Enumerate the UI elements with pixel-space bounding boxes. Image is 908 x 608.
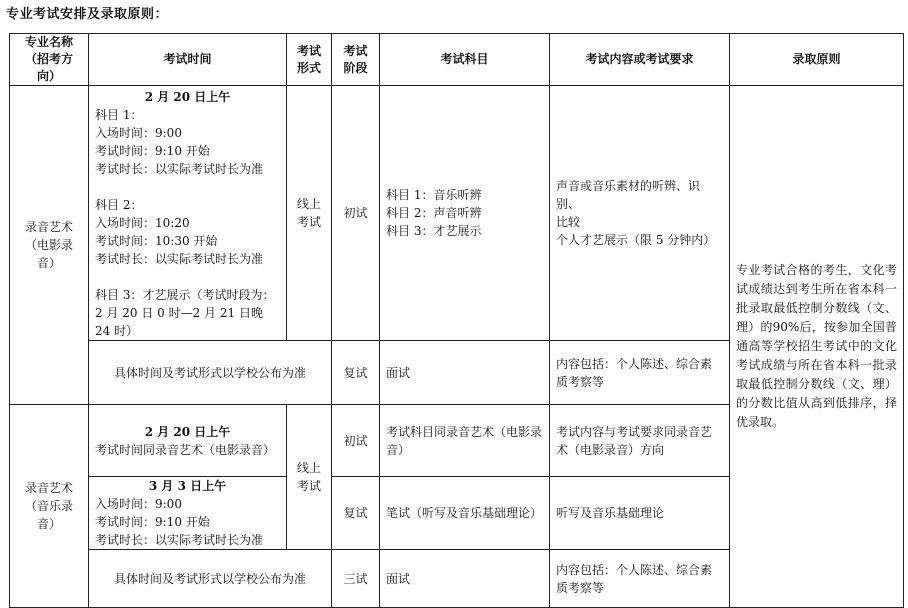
film-retest-time-cell: 具体时间及考试形式以学校公布为准 xyxy=(89,341,332,405)
music-initial-stage-cell: 初试 xyxy=(332,405,380,477)
header-row xyxy=(10,34,904,86)
header-major: 专业名称 （招考方向） xyxy=(10,34,89,86)
admission-principle-cell: 专业考试合格的考生，文化考试成绩达到考生所在省本科一批录取最低控制分数线（文、理）的90%后，按参加全国普通高等学校招生考试中的文化考试成绩与所在省本科一批录取最低控制分数线（文、理）的分数比值从高到低排序，择优录取。 xyxy=(730,86,904,608)
header-principle: 录取原则 xyxy=(730,34,904,86)
film-initial-time-cell: 2 月 20 日上午 科目 1： 入场时间：9:00 考试时间：9:10 开始 考试时长：以实际考试时长为准 科目 2： 入场时间：10:20 考试时间：10:30 开始 考试时长：以实际考试时长为准 科目 3：才艺展示（考试时段为： 2 月 20 日 0 时—2 月 21 日晚 24 时） xyxy=(89,86,287,341)
film-retest-stage-cell: 复试 xyxy=(332,341,380,405)
music-initial-subjects-cell: 考试科目同录音艺术（电影录 音） xyxy=(380,405,550,477)
film-initial-row xyxy=(10,86,904,341)
header-time: 考试时间 xyxy=(89,34,287,86)
header-format: 考试 形式 xyxy=(287,34,332,86)
header-stage: 考试 阶段 xyxy=(332,34,380,86)
exam-schedule-table xyxy=(9,33,904,608)
film-initial-subjects-cell: 科目 1：音乐听辨 科目 2：声音听辨 科目 3：才艺展示 xyxy=(380,86,550,341)
music-retest-content-cell: 听写及音乐基础理论 xyxy=(550,477,730,550)
header-subjects: 考试科目 xyxy=(380,34,550,86)
music-third-time-cell: 具体时间及考试形式以学校公布为准 xyxy=(89,550,332,608)
music-retest-time-cell: 3 月 3 日上午 入场时间：9:00 考试时间：9:10 开始 考试时长：以实际考试时长为准 xyxy=(89,477,287,550)
film-retest-subject-cell: 面试 xyxy=(380,341,550,405)
music-third-stage-cell: 三试 xyxy=(332,550,380,608)
music-third-content-cell: 内容包括：个人陈述、综合素 质考察等 xyxy=(550,550,730,608)
music-retest-subject-cell: 笔试（听写及音乐基础理论） xyxy=(380,477,550,550)
film-initial-content-cell: 声音或音乐素材的听辨、识别、 比较 个人才艺展示（限 5 分钟内） xyxy=(550,86,730,341)
film-major-cell: 录音艺术 （电影录音） xyxy=(10,86,89,405)
header-content: 考试内容或考试要求 xyxy=(550,34,730,86)
music-third-subject-cell: 面试 xyxy=(380,550,550,608)
music-major-cell: 录音艺术 （音乐录音） xyxy=(10,405,89,608)
film-retest-content-cell: 内容包括：个人陈述、综合素 质考察等 xyxy=(550,341,730,405)
film-format-cell: 线上 考试 xyxy=(287,86,332,341)
music-initial-content-cell: 考试内容与考试要求同录音艺 术（电影录音）方向 xyxy=(550,405,730,477)
document-title: 专业考试安排及录取原则： xyxy=(6,7,169,22)
film-initial-stage-cell: 初试 xyxy=(332,86,380,341)
music-retest-stage-cell: 复试 xyxy=(332,477,380,550)
music-format-cell: 线上 考试 xyxy=(287,405,332,550)
music-initial-time-cell: 2 月 20 日上午 考试时间同录音艺术（电影录音） xyxy=(89,405,287,477)
